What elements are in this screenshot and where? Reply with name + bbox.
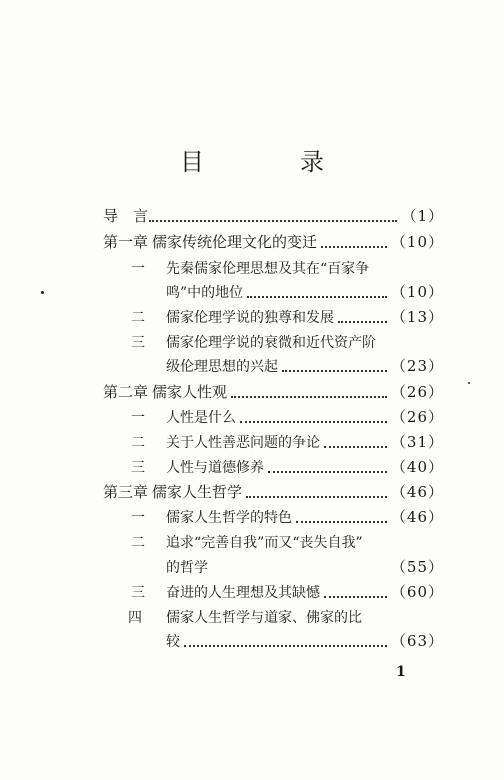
page-number: 1 — [396, 664, 406, 680]
toc-leader-dots — [247, 295, 387, 298]
toc-entry-title: 儒家传统伦理文化的变迁 — [152, 233, 318, 251]
toc-entry-section-1-3-cont[interactable] — [0, 352, 444, 376]
toc-entry-title: 较 — [166, 634, 180, 650]
toc-leader-dots — [324, 445, 387, 448]
toc-entry-intro[interactable] — [0, 202, 444, 226]
toc-entry-section-3-4-cont[interactable] — [0, 627, 444, 651]
toc-entry-section-2-1[interactable] — [0, 403, 444, 427]
toc-entry-chapter-2[interactable] — [0, 378, 444, 402]
toc-entry-label: 第一章 — [103, 233, 149, 251]
toc-entry-section-3-2[interactable] — [0, 528, 444, 552]
toc-entry-section-1-2[interactable] — [0, 303, 444, 327]
toc-entry-title: 儒家人生哲学与道家、佛家的比 — [166, 610, 362, 626]
toc-entry-title: 儒家人性观 — [152, 383, 228, 401]
toc-entry-page: （10） — [390, 233, 444, 251]
toc-entry-section-1-3[interactable] — [0, 328, 444, 352]
toc-entry-title: 人性与道德修养 — [166, 460, 264, 476]
toc-entry-title: 儒家伦理学说的衰微和近代资产阶 — [166, 335, 376, 351]
toc-entry-page: （46） — [390, 483, 444, 501]
toc-entry-label: 第二章 — [103, 383, 149, 401]
toc-leader-dots — [268, 470, 387, 473]
toc-entry-title: 人性是什么 — [166, 410, 236, 426]
toc-entry-label: 一 — [131, 510, 145, 526]
toc-entry-title: 儒家人生哲学的特色 — [166, 510, 292, 526]
toc-entry-label: 三 — [131, 460, 145, 476]
toc-entry-section-2-3[interactable] — [0, 453, 444, 477]
toc-entry-page: （26） — [390, 383, 444, 401]
toc-entry-section-3-2-cont[interactable] — [0, 553, 444, 577]
toc-entry-label: 二 — [131, 435, 145, 451]
toc-entry-title: 奋进的人生理想及其缺憾 — [166, 585, 320, 601]
toc-entry-page: （55） — [390, 558, 444, 576]
toc-leader-dots — [321, 245, 387, 248]
toc-leader-dots — [338, 320, 387, 323]
toc-entry-title: 先秦儒家伦理思想及其在“百家争 — [166, 261, 370, 277]
toc-entry-label: 一 — [131, 261, 145, 277]
toc-leader-dots — [324, 595, 387, 598]
toc-entry-page: （46） — [390, 508, 444, 526]
toc-entry-section-2-2[interactable] — [0, 428, 444, 452]
toc-leader-dots — [149, 219, 397, 222]
toc-entry-label: 二 — [131, 310, 145, 326]
page-title: 目 录 — [180, 148, 360, 176]
toc-leader-dots — [296, 520, 387, 523]
toc-entry-title: 儒家人生哲学 — [152, 483, 243, 501]
toc-entry-section-3-3[interactable] — [0, 578, 444, 602]
toc-entry-chapter-1[interactable] — [0, 228, 444, 252]
toc-leader-dots — [246, 495, 387, 498]
toc-entry-page: （13） — [390, 308, 444, 326]
toc-entry-section-1-1-cont[interactable] — [0, 278, 444, 302]
toc-entry-title: 追求“完善自我”而又“丧失自我” — [166, 535, 363, 551]
toc-leader-dots — [282, 369, 387, 372]
toc-entry-page: （23） — [390, 357, 444, 375]
toc-entry-label: 一 — [131, 410, 145, 426]
toc-entry-page: （63） — [390, 632, 444, 650]
toc-entry-title: 的哲学 — [166, 560, 208, 576]
toc-entry-label: 三 — [131, 335, 145, 351]
toc-entry-page: （10） — [390, 283, 444, 301]
toc-leader-dots — [184, 644, 387, 647]
toc-entry-label: 二 — [131, 535, 145, 551]
toc-entry-title: 级伦理思想的兴起 — [166, 359, 278, 375]
toc-entry-label: 三 — [131, 585, 145, 601]
toc-entry-page: （40） — [390, 458, 444, 476]
toc-entry-title: 关于人性善恶问题的争论 — [166, 435, 320, 451]
toc-entry-section-1-1[interactable] — [0, 254, 444, 278]
toc-entry-section-3-4[interactable] — [0, 603, 444, 627]
toc-entry-chapter-3[interactable] — [0, 478, 444, 502]
toc-entry-page: （1） — [401, 207, 444, 225]
toc-entry-section-3-1[interactable] — [0, 503, 444, 527]
toc-entry-title: 鸣”中的地位 — [166, 285, 244, 301]
toc-leader-dots — [240, 420, 387, 423]
scan-speck — [468, 382, 470, 384]
toc-entry-page: （60） — [390, 583, 444, 601]
toc-entry-page: （31） — [390, 433, 444, 451]
toc-entry-page: （26） — [390, 408, 444, 426]
scan-speck — [41, 291, 44, 294]
toc-entry-label: 四 — [128, 610, 142, 626]
toc-entry-label: 第三章 — [103, 483, 149, 501]
toc-leader-dots — [231, 395, 387, 398]
toc-entry-label: 导 言 — [103, 207, 149, 225]
toc-entry-title: 儒家伦理学说的独尊和发展 — [166, 310, 334, 326]
